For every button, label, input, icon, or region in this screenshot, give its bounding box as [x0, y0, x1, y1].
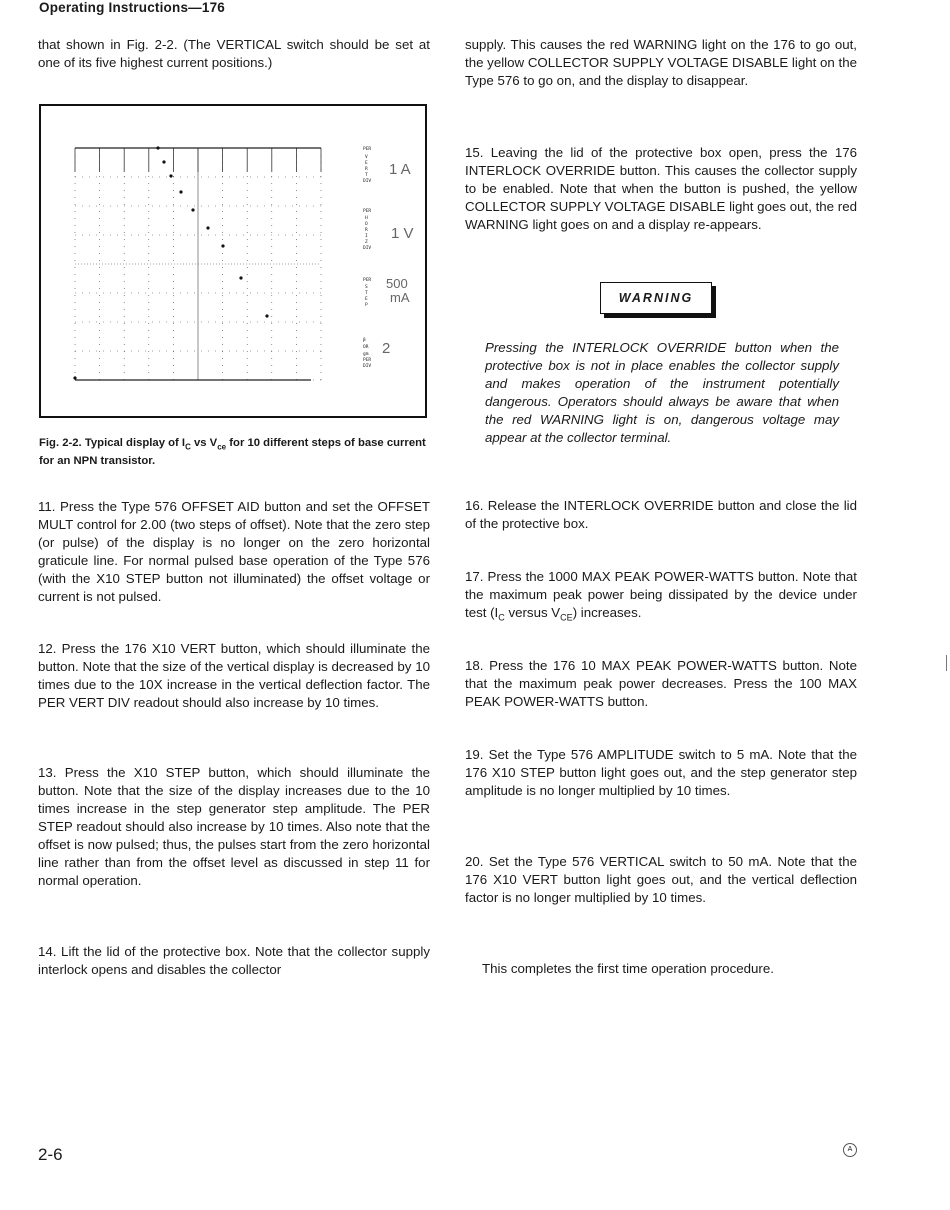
svg-text:R: R — [365, 167, 368, 172]
step-13-paragraph: 13. Press the X10 STEP button, which should illuminate the button. Note that the size of the display increases due to the 10 times increase in the step generator step amplitude. The PER STEP readout should also increase by 10 times. Also note that the offset is now pulsed; thus, the pulses start from the zero horizontal line rather than from the offset level as discussed in step 11 for normal operation. — [38, 765, 430, 888]
figure-caption: Fig. 2-2. Typical display of $I_C$ vs $V_{ce}$ for 10 different steps of base current for an NPN transistor. — [39, 437, 426, 468]
svg-text:E: E — [365, 297, 368, 302]
per-horiz-div-label: PER — [363, 209, 372, 214]
warning-label-box: WARNING — [600, 282, 712, 314]
beta-readout: 2 — [382, 340, 391, 357]
svg-text:T: T — [365, 173, 368, 178]
step-17-paragraph: 17. Press the 1000 MAX PEAK POWER-WATTS button. Note that the maximum peak power being dissipated by the device under test ($I_C$ versus $V_{CE}$) increases. — [465, 569, 857, 623]
svg-text:S: S — [365, 285, 368, 290]
step-14-paragraph: 14. Lift the lid of the protective box. Note that the collector supply interlock opens and disables the collector — [38, 944, 430, 977]
curve-knee-dot — [156, 146, 159, 149]
scope-display — [41, 106, 425, 416]
beta-gm-label: β — [363, 338, 366, 343]
svg-text:gm: gm — [363, 352, 369, 357]
step-19-paragraph: 19. Set the Type 576 AMPLITUDE switch to 5 mA. Note that the 176 X10 STEP button light goes out, and the step generator step amplitude is no longer multiplied by 10 times. — [465, 747, 857, 798]
per-step-label: PER — [363, 278, 372, 283]
step-18-paragraph: 18. Press the 176 10 MAX PEAK POWER-WATTS button. Note that the maximum peak power decreases. Press the 100 MAX PEAK POWER-WATTS button. — [465, 658, 857, 709]
svg-text:R: R — [365, 228, 368, 233]
vert-readout: 1 A — [389, 161, 411, 178]
warning-text: Pressing the INTERLOCK OVERRIDE button when the protective box is not in place enables the collector supply and makes operation of the instrument potentially dangerous. Operators should always be aware that when the red WARNING light is on, dangerous voltage may appear at the collector terminal. — [485, 340, 839, 445]
curve-knee-dot — [239, 276, 242, 279]
curve-knee-dot — [73, 376, 76, 379]
page-number: 2-6 — [38, 1145, 63, 1164]
step-16-paragraph: 16. Release the INTERLOCK OVERRIDE button and close the lid of the protective box. — [465, 498, 857, 531]
curve-knee-dot — [162, 160, 165, 163]
svg-text:Z: Z — [365, 240, 368, 245]
svg-text:O: O — [365, 222, 368, 227]
svg-text:H: H — [365, 216, 368, 221]
svg-text:T: T — [365, 291, 368, 296]
svg-text:E: E — [365, 161, 368, 166]
curve-knee-dot — [206, 226, 209, 229]
curve-knee-dot — [169, 174, 172, 177]
step-12-paragraph: 12. Press the 176 X10 VERT button, which should illuminate the button. Note that the size of the vertical display is decreased by 10 times due to the 10X increase in the vertical deflection factor. The PER VERT DIV readout should also increase by 10 times. — [38, 641, 430, 710]
characteristic-curves — [73, 146, 321, 380]
svg-text:DIV: DIV — [363, 179, 372, 184]
svg-text:DIV: DIV — [363, 246, 372, 251]
horiz-readout: 1 V — [391, 225, 414, 242]
oscilloscope-figure — [39, 104, 427, 418]
curve-knee-dot — [265, 314, 268, 317]
step-readout-unit: mA — [390, 290, 410, 305]
readouts — [382, 161, 414, 357]
curve-knee-dot — [179, 190, 182, 193]
svg-text:DIV: DIV — [363, 364, 372, 369]
svg-text:OR: OR — [363, 345, 369, 350]
graticule — [75, 148, 321, 380]
step-20-paragraph: 20. Set the Type 576 VERTICAL switch to 50 mA. Note that the 176 X10 VERT button light goes out, and the vertical deflection factor is no longer multiplied by 10 times. — [465, 854, 857, 905]
step-readout-value: 500 — [386, 276, 408, 291]
per-vert-div-label: PER — [363, 147, 372, 152]
page-header: Operating Instructions—176 — [39, 0, 225, 15]
left-intro-paragraph: that shown in Fig. 2-2. (The VERTICAL switch should be set at one of its five highest current positions.) — [38, 37, 430, 70]
step-15-paragraph: 15. Leaving the lid of the protective box open, press the 176 INTERLOCK OVERRIDE button. This causes the collector supply to be enabled. Note that when the button is pushed, the yellow COLLECTOR SUPPLY VOLTAGE DISABLE light goes out, the red WARNING light goes on and a display re-appears. — [465, 145, 857, 232]
svg-text:V: V — [365, 155, 368, 160]
page-edge-mark — [946, 655, 950, 671]
right-continuation-paragraph: supply. This causes the red WARNING light on the 176 to go out, the yellow COLLECTOR SUPPLY VOLTAGE DISABLE light on the Type 576 to go on, and the display to disappear. — [465, 37, 857, 88]
tektronix-mark-icon: A — [843, 1143, 857, 1157]
step-11-paragraph: 11. Press the Type 576 OFFSET AID button and set the OFFSET MULT control for 2.00 (two steps of offset). Note that the zero step (or pulse) of the display is no longer on the zero horizontal graticule line. For normal pulsed base operation of the Type 576 (with the X10 STEP button not illuminated) the offset voltage or current is not pulsed. — [38, 499, 430, 604]
svg-text:I: I — [365, 234, 368, 239]
svg-text:P: P — [365, 303, 368, 308]
svg-text:PER: PER — [363, 358, 372, 363]
curve-knee-dot — [191, 208, 194, 211]
side-labels — [363, 146, 371, 369]
curve-knee-dot — [221, 244, 224, 247]
closing-paragraph: This completes the first time operation procedure. — [482, 961, 774, 976]
